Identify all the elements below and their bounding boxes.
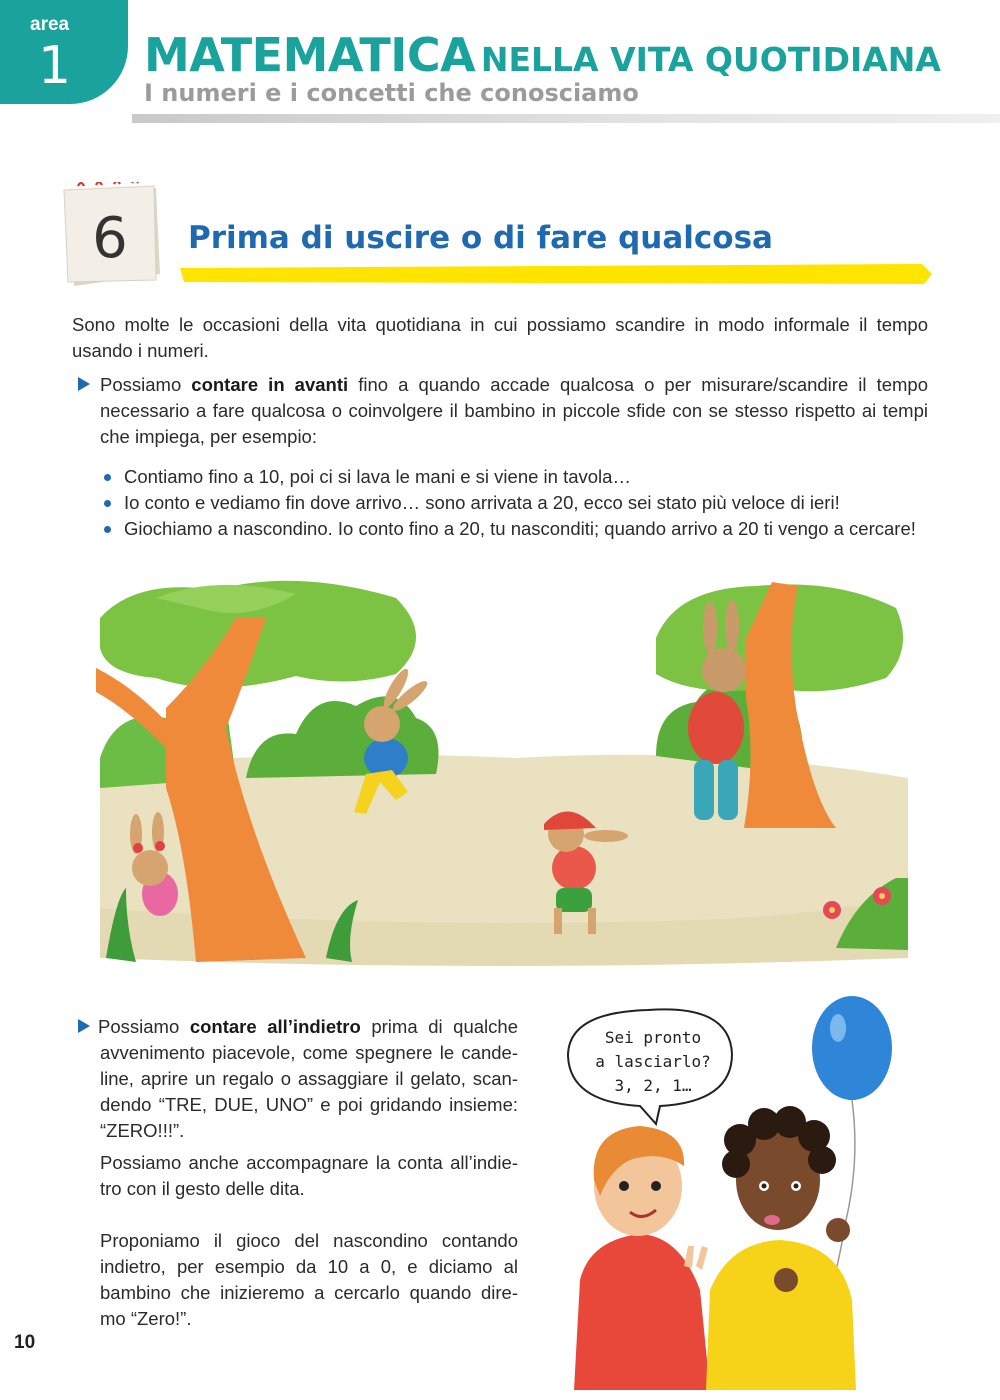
point1-bold: contare in avanti — [191, 374, 349, 395]
intro-line-2: usando i numeri. — [72, 340, 209, 361]
speech-line-2: a lasciarlo? — [595, 1052, 711, 1071]
section-number: 6 — [92, 206, 128, 271]
point2-para2-line: Proponiamo il gioco del nascondino contando — [100, 1230, 518, 1251]
point2-para2-line: indietro, per esempio da 10 a 0, e diciamo al — [100, 1256, 518, 1277]
speech-line-3: 3, 2, 1… — [614, 1076, 692, 1095]
area-tab — [0, 0, 128, 104]
page-number: 10 — [14, 1332, 36, 1353]
intro-line-1: Sono molte le occasioni della vita quotidiana in cui possiamo scandire in modo informale il tempo — [72, 314, 928, 335]
point-arrow-icon — [78, 1019, 90, 1033]
point1-line-1: Possiamo contare in avanti fino a quando accade qualcosa o per misurare/scandire il tempo — [100, 374, 928, 395]
point1-line-3: che impiega, per esempio: — [100, 426, 317, 447]
speech-line-1: Sei pronto — [604, 1028, 702, 1047]
section-title: Prima di uscire o di fare qualcosa — [188, 220, 773, 256]
bullet-dot-icon — [104, 526, 111, 533]
page-title — [144, 28, 941, 82]
hide-and-seek-illustration — [96, 578, 914, 970]
point-arrow-icon — [78, 377, 90, 391]
bullet-item: Contiamo fino a 10, poi ci si lava le mani e si viene in tavola… — [124, 466, 631, 487]
point2-line: line, aprire un regalo o assaggiare il gelato, scan- — [100, 1068, 518, 1089]
point2-line: Possiamo anche accompagnare la conta all’indie- — [100, 1152, 518, 1173]
point2-para2-line: mo “Zero!”. — [100, 1308, 192, 1329]
title-highlight-bar — [180, 264, 932, 284]
point2-line: avvenimento piacevole, come spegnere le cande- — [100, 1042, 518, 1063]
point2-line: tro con il gesto delle dita. — [100, 1178, 305, 1199]
point2-para2-line: bambino che inizieremo a cercarlo quando dire- — [100, 1282, 518, 1303]
title-main-word: MATEMATICA — [144, 28, 476, 82]
calendar-page-icon — [60, 182, 164, 290]
point2-line-1: Possiamo contare all’indietro prima di qualche — [98, 1016, 518, 1037]
point2-line: dendo “TRE, DUE, UNO” e poi gridando insieme: — [100, 1094, 518, 1115]
bullet-dot-icon — [104, 474, 111, 481]
page-subtitle: I numeri e i concetti che conosciamo — [144, 79, 639, 107]
point2-line: “ZERO!!!”. — [100, 1120, 185, 1141]
area-label: area — [30, 14, 70, 35]
bullet-item: Io conto e vediamo fin dove arrivo… sono arrivata a 20, ecco sei stato più veloce di ieri! — [124, 492, 840, 513]
title-rest: NELLA VITA QUOTIDIANA — [480, 40, 941, 79]
point1-line-2: necessario a fare qualcosa o coinvolgere il bambino in piccole sfide con se stesso rispetto ai tempi — [100, 400, 928, 421]
speech-bubble — [574, 1026, 732, 1098]
area-number: 1 — [38, 36, 72, 96]
bullet-item: Giochiamo a nascondino. Io conto fino a 20, tu nasconditi; quando arrivo a 20 ti vengo a cercare! — [124, 518, 916, 539]
point2-bold: contare all’indietro — [189, 1016, 361, 1037]
header-divider — [132, 114, 1000, 123]
bullet-dot-icon — [104, 500, 111, 507]
